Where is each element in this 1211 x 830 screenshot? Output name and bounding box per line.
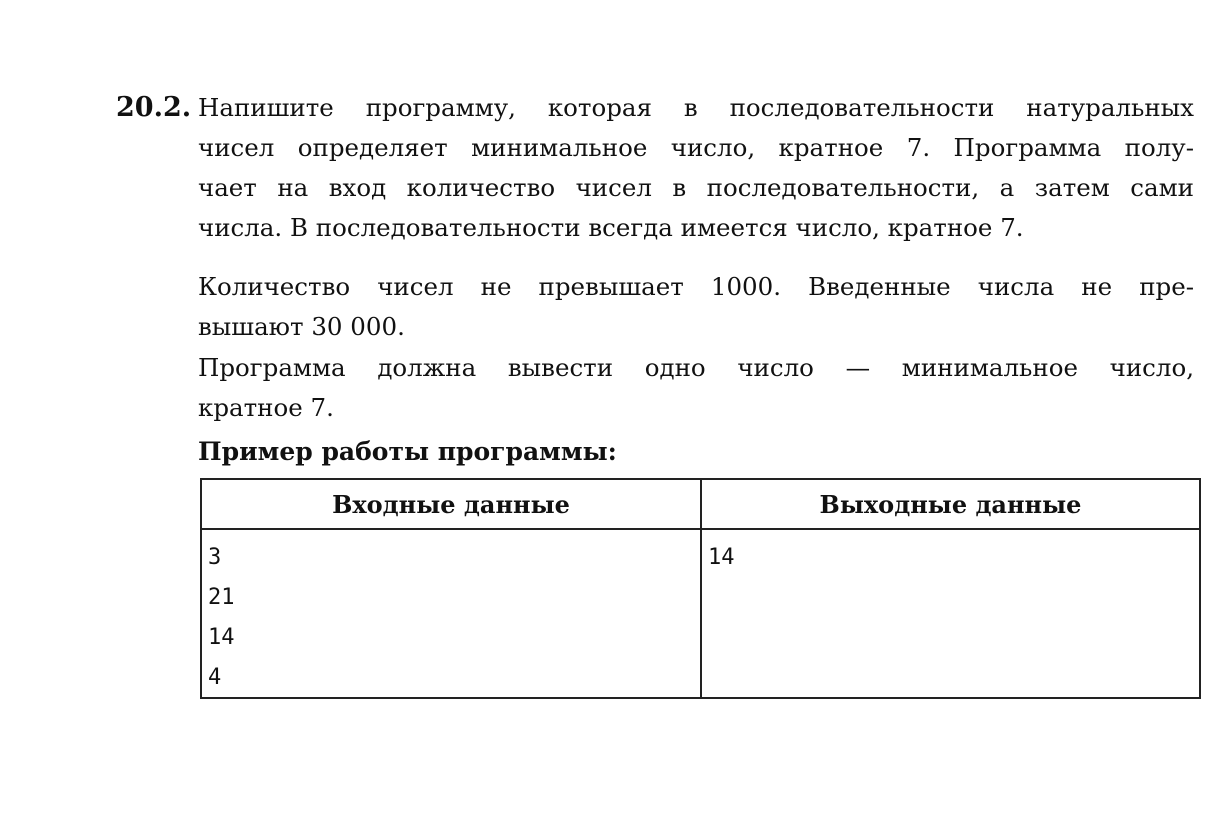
io-example-table bbox=[200, 478, 1201, 699]
input-limits bbox=[198, 267, 1194, 347]
output-header: Выходные данные bbox=[819, 490, 1082, 519]
limits-line: вышают 30 000. bbox=[198, 312, 405, 341]
statement-line: Напишите программу, которая в последовательности натуральных bbox=[198, 93, 1194, 122]
statement-line: чисел определяет минимальное число, кратное 7. Программа полу- bbox=[198, 133, 1194, 162]
input-value: 4 bbox=[208, 665, 222, 690]
output-line: Программа должна вывести одно число — минимальное число, bbox=[198, 353, 1194, 382]
output-line: кратное 7. bbox=[198, 393, 334, 422]
input-data-cell bbox=[208, 538, 235, 698]
table-header-divider bbox=[202, 528, 1199, 530]
statement-line: числа. В последовательности всегда имеется число, кратное 7. bbox=[198, 213, 1024, 242]
problem-number: 20.2. bbox=[116, 92, 192, 123]
output-value: 14 bbox=[708, 545, 735, 570]
problem-statement bbox=[198, 88, 1194, 248]
output-requirement bbox=[198, 348, 1194, 428]
input-value: 21 bbox=[208, 585, 235, 610]
input-header: Входные данные bbox=[332, 490, 570, 519]
example-title: Пример работы программы: bbox=[198, 437, 617, 466]
output-data-cell bbox=[708, 538, 735, 578]
input-value: 14 bbox=[208, 625, 235, 650]
input-value: 3 bbox=[208, 545, 222, 570]
limits-line: Количество чисел не превышает 1000. Введенные числа не пре- bbox=[198, 272, 1194, 301]
statement-line: чает на вход количество чисел в последовательности, а затем сами bbox=[198, 173, 1194, 202]
